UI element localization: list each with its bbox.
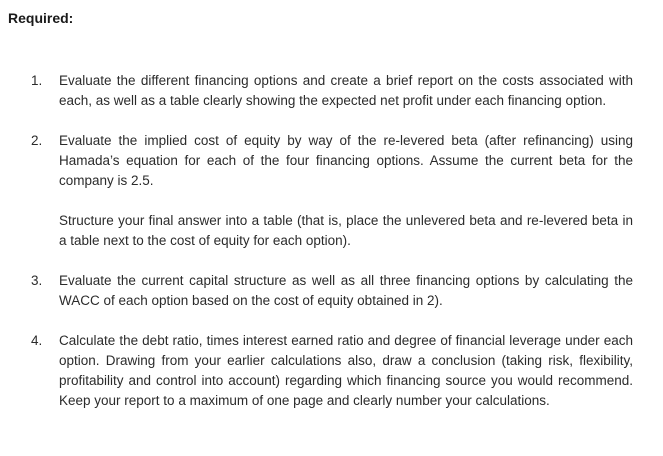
requirements-list (0, 71, 663, 411)
item-number: 3. (31, 273, 43, 288)
requirement-item-3 (0, 271, 663, 311)
item-text: Calculate the debt ratio, times interest earned ratio and degree of financial leverage under each option. Drawing from your earlier calculations also, draw a conclusion (taking risk, flexibility, profitability and control into account) regarding which financing source you would recommend. Keep your report to a maximum of one page and clearly number your calculations. (59, 333, 633, 408)
item-text: Evaluate the current capital structure as well as all three financing options by calculating the WACC of each option based on the cost of equity obtained in 2). (59, 273, 633, 308)
item-text: Evaluate the different financing options and create a brief report on the costs associated with each, as well as a table clearly showing the expected net profit under each financing option. (59, 73, 633, 108)
item-text: Evaluate the implied cost of equity by way of the re-levered beta (after refinancing) using Hamada’s equation for each of the four financing options. Assume the current beta for the company is 2.5. (59, 133, 633, 188)
requirement-item-4 (0, 331, 663, 411)
item-text-continued: Structure your final answer into a table (that is, place the unlevered beta and re-levered beta in a table next to the cost of equity for each option). (59, 213, 633, 248)
item-number: 1. (31, 73, 43, 88)
item-number: 4. (31, 333, 43, 348)
item-number: 2. (31, 133, 43, 148)
required-heading: Required: (8, 10, 74, 26)
requirement-item-1 (0, 71, 663, 111)
requirement-item-2 (0, 131, 663, 251)
